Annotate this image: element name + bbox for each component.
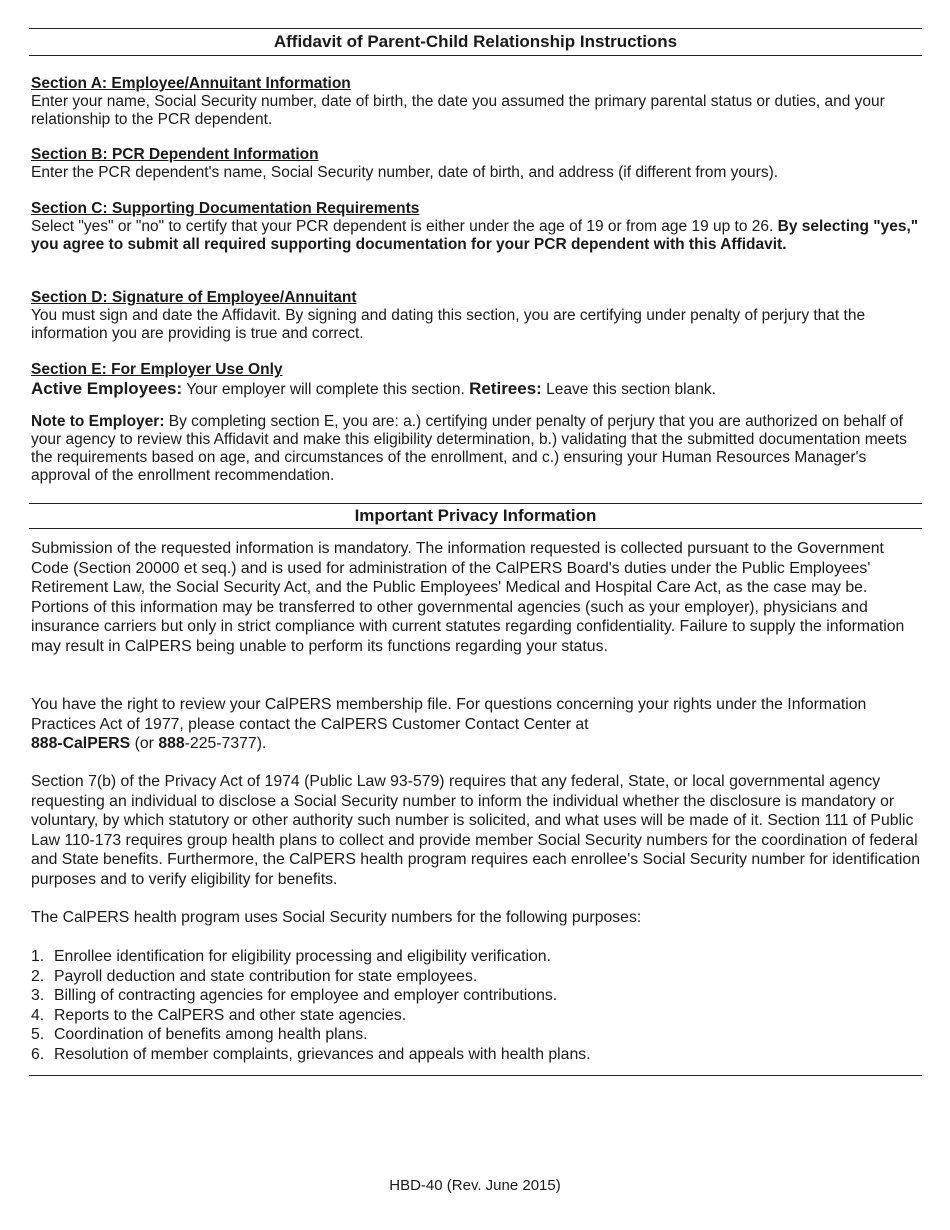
list-item-number: 3. <box>31 987 45 1004</box>
list-item <box>31 967 921 987</box>
privacy-title: Important Privacy Information <box>354 506 597 525</box>
list-item-number: 1. <box>31 948 45 965</box>
privacy-rights-text: You have the right to review your CalPERS membership file. For questions concerning your rights under the Information Practices Act of 1977, please contact the CalPERS Customer Contact Center at <box>31 696 867 733</box>
list-item-text: Billing of contracting agencies for employee and employer contributions. <box>54 987 558 1004</box>
list-item <box>31 1025 921 1045</box>
privacy-paragraph-3: Section 7(b) of the Privacy Act of 1974 (Public Law 93-579) requires that any federal, State, or local governmental agency requesting an individual to disclose a Social Security number to inform the individual whether the disclosure is mandatory or voluntary, by which statutory or other authority such number is solicited, and what uses will be made of it. Section 111 of Public Law 110-173 requires group health plans to collect and provide member Social Security numbers for the coordination of federal and State benefits. Furthermore, the CalPERS health program requires each enrollee's Social Security number for identification purposes and to verify eligibility for benefits. <box>31 773 920 888</box>
privacy-paragraph-2 <box>31 695 921 754</box>
list-item-number: 5. <box>31 1026 45 1043</box>
retirees-label: Retirees: <box>469 379 542 398</box>
bottom-rule <box>29 1075 922 1076</box>
purposes-container <box>31 947 921 1064</box>
list-item-number: 6. <box>31 1045 45 1063</box>
section-d-body: You must sign and date the Affidavit. By signing and dating this section, you are certifying under penalty of perjury that the information you are providing is true and correct. <box>31 307 866 342</box>
privacy-top-rule <box>29 503 922 504</box>
contact-phone <box>31 734 921 754</box>
section-c-body <box>31 218 921 254</box>
title-rule <box>29 55 922 56</box>
list-item-text: Enrollee identification for eligibility processing and eligibility verification. <box>54 948 551 965</box>
section-c-bold-text: By selecting "yes," you agree to submit all required supporting documentation for your PCR dependent with this Affidavit. <box>31 218 919 253</box>
form-id: HBD-40 (Rev. June 2015) <box>389 1177 561 1194</box>
section-b-body: Enter the PCR dependent's name, Social Security number, date of birth, and address (if different from yours). <box>31 164 779 181</box>
note-text: By completing section E, you are: a.) certifying under penalty of perjury that you are authorized on behalf of your agency to review this Affidavit and make this eligibility determination, b.) validating that the submitted documentation meets the requirements based on age, and circumstances of the enrollment, and c.) ensuring your Human Resources Manager's approval of the enrollment recommendation. <box>31 413 907 484</box>
active-employees-text: Your employer will complete this section. <box>182 381 470 398</box>
list-item-text: Payroll deduction and state contribution for state employees. <box>54 967 478 985</box>
list-item <box>31 1045 921 1065</box>
section-a-body: Enter your name, Social Security number, date of birth, the date you assumed the primary parental status or duties, and your relationship to the PCR dependent. <box>31 93 885 128</box>
note-to-employer <box>31 413 921 485</box>
section-e <box>31 361 921 485</box>
privacy-paragraph-1: Submission of the requested information is mandatory. The information requested is collected pursuant to the Government Code (Section 20000 et seq.) and is used for administration of the CalPERS Board's duties under the Public Employees' Retirement Law, the Social Security Act, and the Public Employees' Medical and Hospital Care Act, as the case may be. Portions of this information may be transferred to other governmental agencies (such as your employer), physicians and insurance carriers but only in strict compliance with current statutes regarding confidentiality. Failure to supply the information may result in CalPERS being unable to perform its functions regarding your status. <box>31 540 905 655</box>
list-item <box>31 986 921 1006</box>
section-b-heading: Section B: PCR Dependent Information <box>31 146 319 163</box>
section-c-text: Select "yes" or "no" to certify that your PCR dependent is either under the age of 19 or from age 19 up to 26. <box>31 218 778 235</box>
phone-name: 888-CalPERS <box>31 735 131 752</box>
phone-prefix: 888 <box>158 735 185 752</box>
list-item-text: Coordination of benefits among health plans. <box>54 1026 368 1043</box>
section-d <box>31 289 921 343</box>
section-c-heading: Section C: Supporting Documentation Requirements <box>31 200 420 217</box>
purposes-list <box>31 947 921 1064</box>
top-rule <box>29 28 922 29</box>
privacy-title-rule <box>29 528 922 529</box>
phone-mid: (or <box>130 735 159 752</box>
list-item-number: 4. <box>31 1006 45 1024</box>
section-c <box>31 200 921 254</box>
list-item-text: Resolution of member complaints, grievances and appeals with health plans. <box>54 1045 591 1063</box>
list-item <box>31 1006 921 1026</box>
privacy-paragraph-4: The CalPERS health program uses Social Security numbers for the following purposes: <box>31 909 642 926</box>
section-a-heading: Section A: Employee/Annuitant Information <box>31 75 351 92</box>
active-employees-label: Active Employees: <box>31 379 183 398</box>
page-title: Affidavit of Parent-Child Relationship Instructions <box>273 32 678 51</box>
section-a <box>31 75 921 129</box>
retirees-text: Leave this section blank. <box>541 381 716 398</box>
section-e-heading: Section E: For Employer Use Only <box>31 361 283 378</box>
section-d-heading: Section D: Signature of Employee/Annuitant <box>31 289 357 306</box>
section-e-roles <box>31 379 921 400</box>
list-item-number: 2. <box>31 967 45 985</box>
list-item <box>31 947 921 967</box>
note-label: Note to Employer: <box>31 413 165 430</box>
list-item-text: Reports to the CalPERS and other state agencies. <box>54 1006 407 1024</box>
section-b <box>31 146 921 182</box>
phone-rest: -225-7377). <box>184 735 267 752</box>
